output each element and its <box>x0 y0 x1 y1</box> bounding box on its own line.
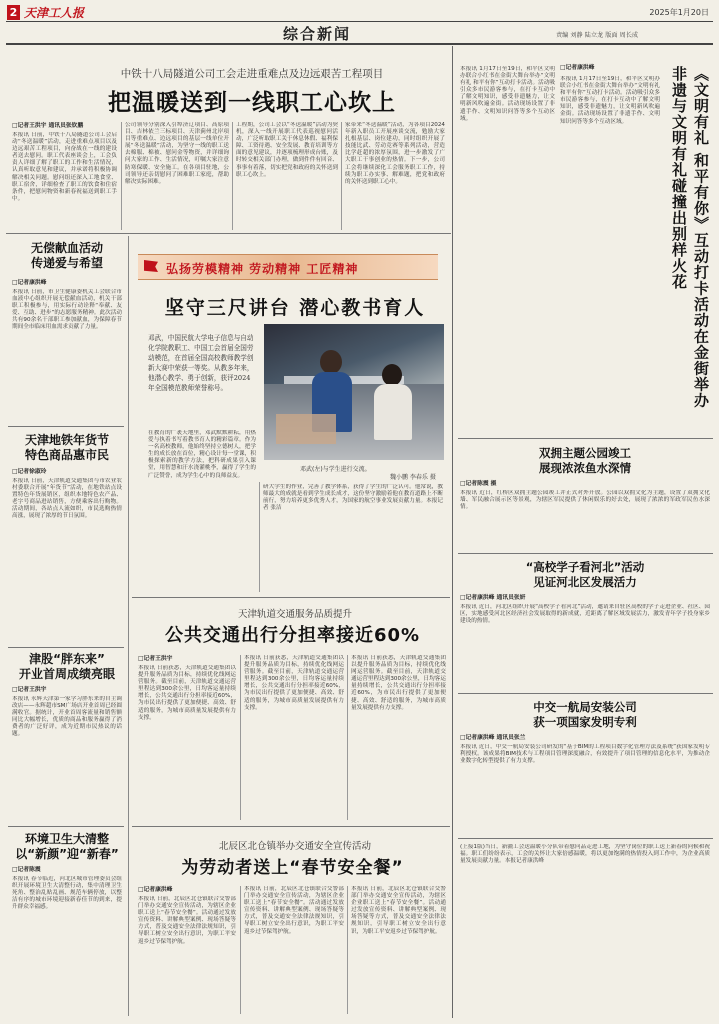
lead-headline: 把温暖送到一线职工心坎上 <box>108 90 396 116</box>
teacher-headline: 坚守三尺讲台 潜心教书育人 <box>164 297 426 319</box>
safety-body-2: 本报讯 日前，北辰区北仓镇联合交警部门举办交通安全宣传活动，为辖区企业职工送上“春节安全餐”。活动通过发放宣传资料、讲解典型案例、现场答疑等方式，普及交通安全法律法规知识，引导职工树立安全出行意识，为职工平安返乡过节保驾护航。 <box>244 886 344 935</box>
brief-3-body: 本报讯 永辉天津第一家学习胖东来的自主调改店——永辉超市SM广场店开业首周已经圆满收官。据统计，开业首周客流量和销售额同比大幅增长，优质的商品和服务赢得了消费者的广泛好评，成为近期市民热议的话题。 <box>12 696 122 738</box>
rail-byline: □记者王洪宇 <box>138 656 173 662</box>
safety-body-3: 本报讯 日前，北辰区北仓镇联合交警部门举办交通安全宣传活动，为辖区企业职工送上“春节安全餐”。活动通过发放宣传资料、讲解典型案例、现场答疑等方式，普及交通安全法律法规知识，引导职工树立安全出行意识，为职工平安返乡过节保驾护航。 <box>351 886 446 935</box>
lead-column-2: 公司领导分别深入引绰济辽项目、高原项目、吉林依兰三标项目、天津蓟州北岸项目等重难点、边远项目的基层一线单位开展“冬送温暖”活动，为坚守一线的职工送去棉服、棉被、慰问金等物资，并详细询问大家的工作、生活情况，叮嘱大家注意防寒保暖、安全施工。在各项目驻地，公司领导还亲切慰问了困难职工家庭，帮助解决实际困难。 <box>125 122 229 185</box>
lead-kicker: 中铁十八局隧道公司工会走进重难点及边远艰苦工程项目 <box>120 68 384 80</box>
rail-kicker: 天津轨道交通服务品质提升 <box>237 609 352 620</box>
spirit-banner <box>138 254 438 280</box>
brief-students-body: 本报讯 近日，河北区组织开展“高校学子看河北”活动，邀请来自驻区高校的学子走进企业、社区、园区，实地感受河北区经济社会发展取得的新成就，近距离了解区域发展活力，激发青年学子投身家乡建设的热情。 <box>460 604 710 625</box>
lead-byline: □记者王洪宇 通讯员张钦鹏 <box>12 123 84 129</box>
brief-1-body: 本报讯 日前，市卫生健康委机关工会联合市血液中心组织开展无偿献血活动，机关干部职工积极参与，用实际行动诠释“奉献、友爱、互助、进步”的志愿服务精神。此次活动共有90余名干部职工参加献血，为保障春节期间全市临床用血需求贡献了力量。 <box>12 289 122 331</box>
brief-1-byline: □记者康洪峰 <box>12 280 47 286</box>
issue-date: 2025年1月20日 <box>649 8 709 17</box>
rail-body-3: 本报讯 日前获悉，天津轨道交通集团以提升服务品质为目标，持续优化线网运营服务。截至目前，天津轨道交通运营里程达到300余公里，日均客运量持续增长，公共交通出行分担率接近60%，为市民出行提供了更加便捷、高效、舒适的服务，为城市高质量发展提供有力支撑。 <box>351 655 446 711</box>
right-lead-byline: □记者康洪峰 <box>560 65 595 71</box>
brief-1-title: 无偿献血活动 传递爱与希望 <box>30 241 103 270</box>
paper-name: 天津工人报 <box>24 6 85 20</box>
brief-park-byline: □记者陈震 摄 <box>460 481 497 487</box>
page-number: 2 <box>7 5 20 20</box>
lead-column-3: 工程期，公司工会以“冬送温暖”活动为契机，深入一线开展职工代表巡视慰问活动，广泛听取职工关于休息休假、福利保障、工资待遇、安全发展、教育培训等方面的意见建议，并逐项梳理形成台账，及时转交相关部门办理，做到件件有回音、事事有着落，切实把党和政府的关怀送到职工心坎上。 <box>236 122 338 178</box>
brief-4-body: 本报讯 春节临近，河北区城市管理委员会组织开展环境卫生大清整行动，集中清理卫生死角、整治乱贴乱画、规范车辆停放，以整洁有序的城市环境迎接新春佳节的到来，提升群众幸福感。 <box>12 876 122 911</box>
right-lead-headline: 《文明有礼 和平有你》互动打卡活动在金街举办 非遗与文明有礼碰撞出别样火花 <box>670 66 710 409</box>
brief-4-byline: □记者陈震 <box>12 867 41 873</box>
editor-credits: 责编 刘静 陆立龙 版面 周长成 <box>556 32 639 39</box>
safety-body-1: 本报讯 日前，北辰区北仓镇联合交警部门举办交通安全宣传活动，为辖区企业职工送上“春节安全餐”。活动通过发放宣传资料、讲解典型案例、现场答疑等方式，普及交通安全法律法规知识，引导职工树立安全出行意识，为职工平安返乡过节保驾护航。 <box>138 896 236 945</box>
safety-kicker: 北辰区北仓镇举办交通安全宣传活动 <box>218 841 371 852</box>
safety-byline: □记者康洪峰 <box>138 887 173 893</box>
right-lead-body: 本报讯 1月17日至19日，和平区文明办联合小红书在金街大舞台举办“文明有礼 和平有你”互动打卡活动。活动吸引众多市民游客参与，在打卡互动中了解文明知识，感受非遗魅力，让文明新风吹遍金街。活动现场设置了非遗手作、文明知识问答等多个互动区域。 <box>560 76 660 125</box>
photo-credit: 魏小鹏 李春乐 摄 <box>390 474 436 481</box>
photo-caption: 邓武(左)与学生进行交流。 <box>300 466 371 473</box>
banner-text: 弘扬劳模精神 劳动精神 工匠精神 <box>166 262 359 276</box>
teacher-body-1: 在教育的广袤天地里，邓武默默耕耘，用热爱与执着书写着教书育人的精彩篇章。作为一名高校教师，他始终坚持立德树人，把学生的成长放在首位，精心设计每一堂课，积极探索新的教学方法，把科研成果引入课堂，用智慧和汗水浇灌桃李，赢得了学生的广泛赞誉，成为学生心中的良师益友。 <box>148 430 256 479</box>
brief-3-byline: □记者王洪宇 <box>12 687 47 693</box>
rail-headline: 公共交通出行分担率接近60% <box>164 625 421 646</box>
brief-2-title: 天津地铁年货节 特色商品惠市民 <box>24 433 109 462</box>
brief-4-title: 环境卫生大清整 以“新颜”迎“新春” <box>15 832 119 861</box>
brief-2-byline: □记者徐淑玲 <box>12 469 47 475</box>
right-lead-body-left: 本报讯 1月17日至19日，和平区文明办联合小红书在金街大舞台举办“文明有礼 和平有你”互动打卡活动。活动吸引众多市民游客参与，在打卡互动中了解文明知识，感受非遗魅力，让文明新风吹遍金街。活动现场设置了非遗手作、文明知识问答等多个互动区域。 <box>460 66 555 122</box>
brief-park-title: 双拥主题公园竣工 展现浓浓鱼水深情 <box>539 446 631 475</box>
teacher-photo <box>264 324 444 460</box>
brief-patent-title: 中交一航局安装公司 获一项国家发明专利 <box>533 700 637 729</box>
brief-park-body: 本报讯 近日，红桥区双拥主题公园竣工并正式对外开放。公园以双拥文化为主题，设置了双拥文化墙、军民融合展示区等景观，为辖区军民提供了休闲娱乐的好去处，展现了浓浓的军政军民鱼水深情。 <box>460 490 710 511</box>
brief-students-byline: □记者康洪峰 通讯员张妍 <box>460 595 526 601</box>
safety-headline: 为劳动者送上“春节安全餐” <box>181 858 404 878</box>
brief-patent-byline: □记者康洪峰 通讯员张兰 <box>460 735 526 741</box>
section-title: 综合新闻 <box>283 25 352 43</box>
rail-body-2: 本报讯 日前获悉，天津轨道交通集团以提升服务品质为目标，持续优化线网运营服务。截至目前，天津轨道交通运营里程达到300余公里，日均客运量持续增长，公共交通出行分担率接近60%，为市民出行提供了更加便捷、高效、舒适的服务，为城市高质量发展提供有力支撑。 <box>244 655 344 711</box>
teacher-intro: 邓武，中国民航大学电子信息与自动化学院教职工、中国工会首届全国劳动模范，在首届全国高校教师教学创新大赛中荣获一等奖。从教多年来，他潜心教学、勇于创新，获评2024年全国模范教师荣誉称号。 <box>148 334 254 392</box>
brief-students-title: “高校学子看河北”活动 见证河北区发展活力 <box>525 560 645 589</box>
brief-patent-body: 本报讯 近日，中交一航局安装公司研发的“基于BIM的工程项目数字化管理方法及系统”获国家发明专利授权。该成果将BIM技术与工程项目管理深度融合，有效提升了项目管理的信息化水平，为推动企业数字化转型提供了有力支撑。 <box>460 744 710 765</box>
teacher-body-2: 研大学生的作业，完善了教学体系，获得了学生的广泛认可。他常说，教师最大的成就是看到学生成长成才，这份坚守激励着他在教育道路上不断前行，努力培养更多优秀人才，为国家的航空事业发展贡献力量。本报记者 张洁 <box>263 484 443 512</box>
brief-3-title: 津股“胖东来” 开业首周成绩亮眼 <box>18 652 115 681</box>
lead-column-1: 本报讯 日前，中铁十八局隧道公司工会启动“冬送温暖”活动，走进重难点项目以及边远艰苦工程项目，向奋战在一线的建设者送去慰问。职工代表座谈会上，工会负责人详细了解了职工的工作和生活情况，认真听取意见和建议，并承诺将积极协调解决相关问题。慰问组还深入工地食堂、职工宿舍，详细检查了职工的饮食和住宿条件，把慰问物资和新春祝福送到职工手中。 <box>12 132 117 202</box>
banner-flag-icon <box>144 260 158 272</box>
rail-body-1: 本报讯 日前获悉，天津轨道交通集团以提升服务品质为目标，持续优化线网运营服务。截至目前，天津轨道交通运营里程达到300余公里，日均客运量持续增长，公共交通出行分担率接近60%，为市民出行提供了更加便捷、高效、舒适的服务，为城市高质量发展提供有力支撑。 <box>138 665 236 721</box>
lead-column-4: 家带来“冬送温暖”活动，为各项目2024年新入职员工开展座谈交流，勉励大家扎根基层、岗位建功，同时组织开展了技能比武、劳动竞赛等系列活动，营造比学赶超的浓厚氛围，进一步激发了广大职工干事创业的热情。下一步，公司工会将继续深化工会服务职工工作，持续为职工办实事、解难题，把党和政府的关怀送到职工心中。 <box>345 122 445 185</box>
continued-body: (上接1版)当日，新疆工会送温暖小分队带着慰问品走进工地，为坚守岗位的职工送上新春的问候和祝福。职工们纷纷表示，工会的关怀让大家倍感温暖，将以更加饱满的热情投入到工作中，为企业高质量发展贡献力量。本报记者康洪峰 <box>460 844 710 865</box>
brief-2-body: 本报讯 日前，天津轨道交通集团与市农业农村委联合开展“年货节”活动，在地铁站点设置特色年货展销区，组织本地特色农产品、老字号商品进站销售，方便乘客出行购物。活动期间，各站点人流如织，市民选购热情高涨，展现了浓厚的节日氛围。 <box>12 478 122 520</box>
